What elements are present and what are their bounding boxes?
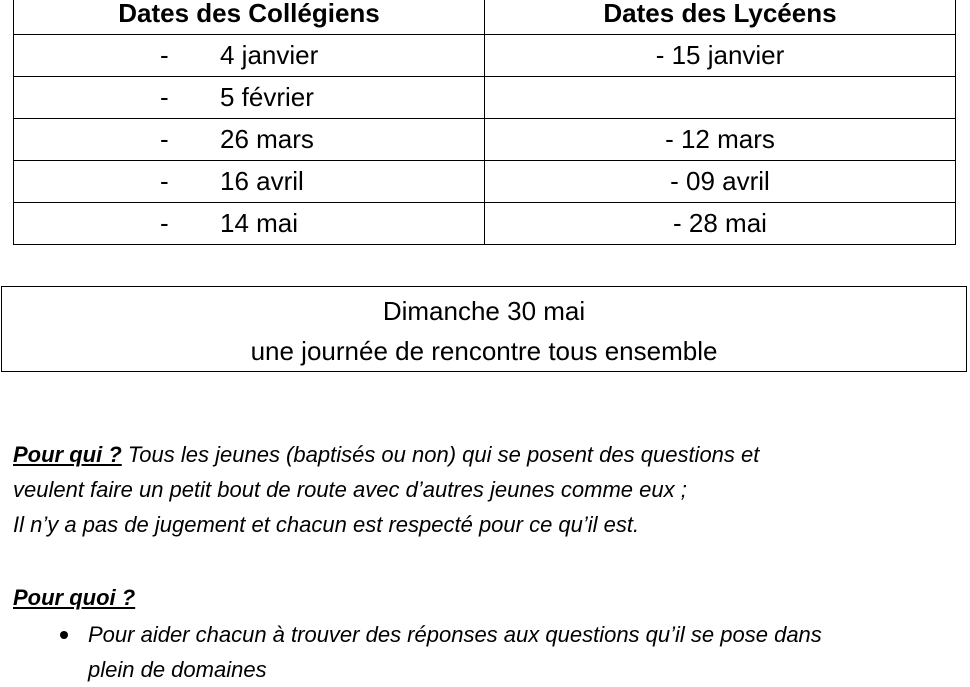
pour-qui-line-1: [13, 437, 759, 472]
lyceens-date: - 12 mars: [485, 119, 956, 161]
pour-qui-text-2: veulent faire un petit bout de route avec d’autres jeunes comme eux ;: [13, 477, 687, 502]
lyceens-date: [485, 77, 956, 119]
collegiens-date-cell: [14, 161, 485, 203]
collegiens-date-cell: [14, 35, 485, 77]
event-date: Dimanche 30 mai: [382, 296, 586, 326]
lyceens-date: - 09 avril: [485, 161, 956, 203]
lyceens-date: - 28 mai: [485, 203, 956, 245]
event-description: une journée de rencontre tous ensemble: [250, 336, 718, 366]
collegiens-date: 5 février: [220, 82, 314, 112]
table-row: [14, 203, 956, 245]
collegiens-date: 26 mars: [220, 124, 314, 154]
dash-marker: -: [160, 124, 169, 154]
pour-qui-heading: Pour qui ?: [13, 442, 122, 467]
table-row: [14, 161, 956, 203]
pour-quoi-section: [13, 580, 135, 615]
pour-qui-text-3: Il n’y a pas de jugement et chacun est respecté pour ce qu’il est.: [13, 512, 640, 537]
event-box: [1, 286, 967, 372]
collegiens-date-cell: [14, 119, 485, 161]
bullet-text: Pour aider chacun à trouver des réponses aux questions qu’il se pose dans: [88, 622, 822, 647]
lyceens-date: - 15 janvier: [485, 35, 956, 77]
pour-qui-text-1: Tous les jeunes (baptisés ou non) qui se posent des questions et: [121, 442, 760, 467]
collegiens-date: 16 avril: [220, 166, 304, 196]
pour-quoi-heading: Pour quoi ?: [13, 585, 136, 610]
table-row: [14, 119, 956, 161]
table-row: [14, 77, 956, 119]
header-lyceens: Dates des Lycéens: [485, 0, 956, 35]
dash-marker: -: [160, 208, 169, 238]
dash-marker: -: [160, 40, 169, 70]
collegiens-date-cell: [14, 203, 485, 245]
pour-quoi-bullets: [60, 617, 822, 687]
dash-marker: -: [160, 166, 169, 196]
bullet-text-continued: plein de domaines: [88, 657, 267, 682]
pour-qui-section: [13, 437, 759, 542]
bullet-icon: [60, 631, 68, 639]
table-row: [14, 35, 956, 77]
dates-table: [13, 0, 956, 245]
collegiens-date: 4 janvier: [220, 40, 319, 70]
list-item: [60, 617, 822, 652]
collegiens-date: 14 mai: [220, 208, 299, 238]
table-header-row: [14, 0, 956, 35]
dash-marker: -: [160, 82, 169, 112]
collegiens-date-cell: [14, 77, 485, 119]
header-collegiens: Dates des Collégiens: [14, 0, 485, 35]
